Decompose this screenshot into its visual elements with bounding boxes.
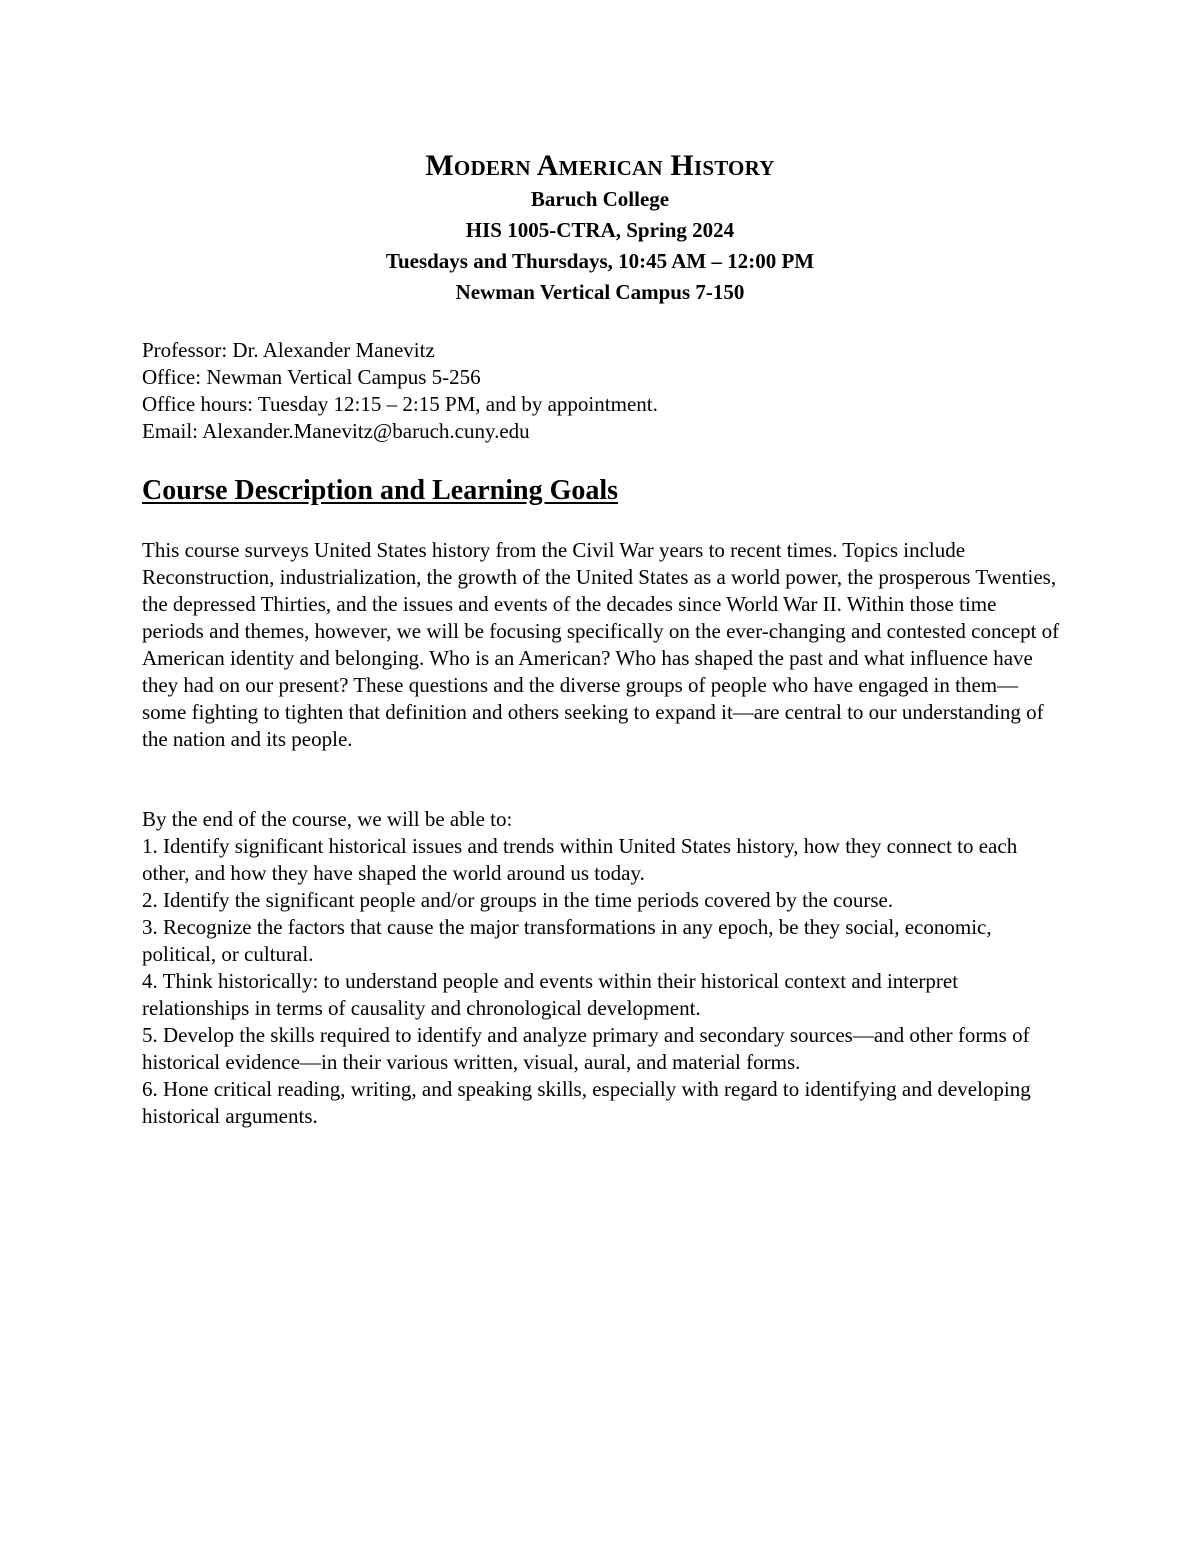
- course-title: Modern American History: [425, 149, 775, 182]
- professor-line: Professor: Dr. Alexander Manevitz: [142, 338, 435, 362]
- office-line: Office: Newman Vertical Campus 5-256: [142, 365, 481, 389]
- goal-item: 5. Develop the skills required to identify and analyze primary and secondary sources—and other forms of historical evidence—in their various written, visual, aural, and material forms.: [142, 1023, 1030, 1074]
- section-heading: Course Description and Learning Goals: [142, 475, 619, 506]
- class-location: Newman Vertical Campus 7-150: [455, 280, 745, 304]
- office-hours-line: Office hours: Tuesday 12:15 – 2:15 PM, and by appointment.: [142, 392, 658, 416]
- goal-item: 6. Hone critical reading, writing, and speaking skills, especially with regard to identifying and developing historical arguments.: [142, 1077, 1031, 1128]
- goal-item: 1. Identify significant historical issues and trends within United States history, how they connect to each other, and how they have shaped the world around us today.: [142, 834, 1018, 885]
- goal-item: 2. Identify the significant people and/or groups in the time periods covered by the course.: [142, 888, 894, 912]
- goal-item: 3. Recognize the factors that cause the major transformations in any epoch, be they social, economic, political, or cultural.: [142, 915, 992, 966]
- course-description: This course surveys United States history from the Civil War years to recent times. Topics include Reconstruction, industrialization, the growth of the United States as a world power, the prosperous Twenties, the depressed Thirties, and the issues and events of the decades since World War II. Within those time periods and themes, however, we will be focusing specifically on the ever-changing and contested concept of American identity and belonging. Who is an American? Who has shaped the past and what influence have they had on our present? These questions and the diverse groups of people who have engaged in them—some fighting to tighten that definition and others seeking to expand it—are central to our understanding of the nation and its people.: [142, 538, 1060, 751]
- goals-intro: By the end of the course, we will be able to:: [142, 807, 513, 831]
- email-line[interactable]: Email: Alexander.Manevitz@baruch.cuny.edu: [142, 419, 530, 443]
- instructor-contact: [142, 337, 1082, 445]
- syllabus-header: [0, 148, 1200, 308]
- learning-goals: [142, 806, 1060, 1130]
- course-code: HIS 1005-CTRA, Spring 2024: [465, 218, 735, 242]
- goal-item: 4. Think historically: to understand people and events within their historical context and interpret relationships in terms of causality and chronological development.: [142, 969, 959, 1020]
- class-schedule: Tuesdays and Thursdays, 10:45 AM – 12:00 PM: [385, 249, 815, 273]
- college-name: Baruch College: [530, 187, 670, 211]
